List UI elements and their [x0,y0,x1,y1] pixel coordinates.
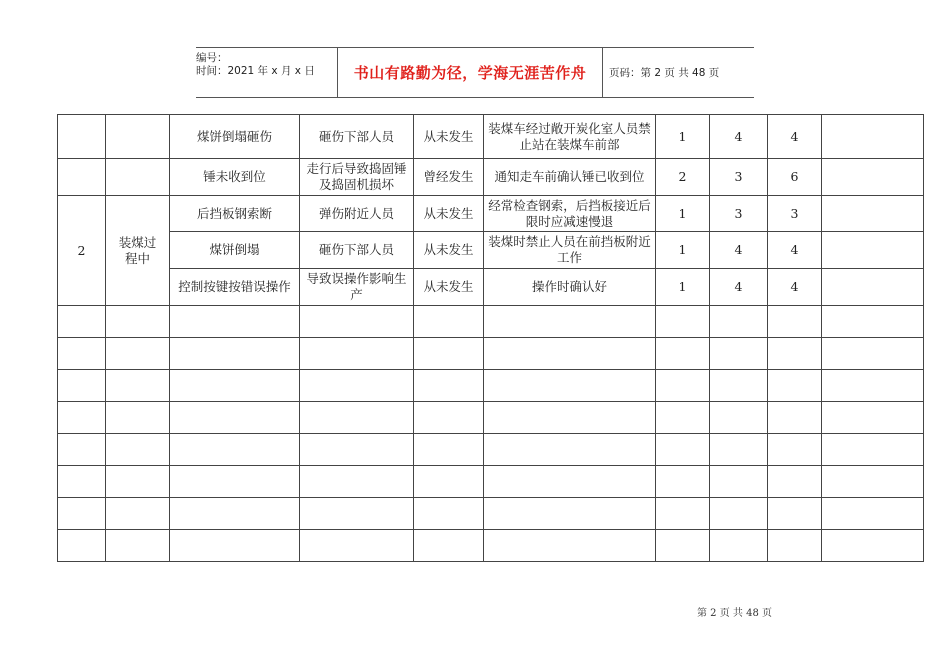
table-row [58,115,924,159]
page-footer: 第 2 页 共 48 页 [697,608,772,619]
empty-row [58,402,924,434]
empty-row [58,434,924,466]
cell-consequence: 砸伤下部人员 [300,115,414,159]
cell-severity: 3 [710,196,768,232]
cell-risk: 4 [768,269,822,306]
header-motto: 书山有路勤为径，学海无涯苦作舟 [338,48,603,97]
cell-risk: 4 [768,115,822,159]
empty-row [58,306,924,338]
cell-hazard: 煤饼倒塌砸伤 [170,115,300,159]
cell-severity: 3 [710,159,768,196]
cell-measure: 装煤时禁止人员在前挡板附近工作 [484,232,656,269]
cell-likelihood: 1 [656,269,710,306]
cell-status: 曾经发生 [414,159,484,196]
cell-risk: 6 [768,159,822,196]
page-header [196,47,754,98]
cell-severity: 4 [710,115,768,159]
cell-measure: 经常检查钢索，后挡板接近后限时应减速慢退 [484,196,656,232]
cell-process [106,115,170,159]
cell-severity: 4 [710,269,768,306]
cell-risk: 3 [768,196,822,232]
cell-consequence: 弹伤附近人员 [300,196,414,232]
cell-measure: 通知走车前确认锤已收到位 [484,159,656,196]
empty-row [58,530,924,562]
cell-number: 2 [58,196,106,306]
cell-likelihood: 2 [656,159,710,196]
cell-remark [822,269,924,306]
cell-status: 从未发生 [414,269,484,306]
cell-status: 从未发生 [414,115,484,159]
table-row [58,159,924,196]
cell-risk: 4 [768,232,822,269]
table-row [58,232,924,269]
cell-likelihood: 1 [656,115,710,159]
cell-hazard: 控制按键按错误操作 [170,269,300,306]
cell-process [106,159,170,196]
cell-severity: 4 [710,232,768,269]
cell-likelihood: 1 [656,196,710,232]
table-row [58,196,924,232]
cell-number [58,115,106,159]
header-meta [196,48,338,97]
empty-row [58,498,924,530]
cell-remark [822,232,924,269]
code-label: 编号： [196,52,228,64]
cell-remark [822,159,924,196]
cell-number [58,159,106,196]
cell-consequence: 走行后导致捣固锤及捣固机损坏 [300,159,414,196]
cell-consequence: 砸伤下部人员 [300,232,414,269]
table-row [58,269,924,306]
empty-row [58,466,924,498]
cell-process: 装煤过程中 [106,196,170,306]
time-label: 时间：2021 年 x 月 x 日 [196,65,315,77]
cell-consequence: 导致误操作影响生产 [300,269,414,306]
cell-likelihood: 1 [656,232,710,269]
cell-status: 从未发生 [414,232,484,269]
cell-remark [822,115,924,159]
empty-row [58,338,924,370]
cell-measure: 装煤车经过敞开炭化室人员禁止站在装煤车前部 [484,115,656,159]
cell-status: 从未发生 [414,196,484,232]
risk-assessment-table [57,114,924,562]
cell-hazard: 煤饼倒塌 [170,232,300,269]
cell-remark [822,196,924,232]
header-page-info: 页码：第 2 页 共 48 页 [609,67,720,79]
cell-hazard: 后挡板钢索断 [170,196,300,232]
cell-hazard: 锤未收到位 [170,159,300,196]
cell-measure: 操作时确认好 [484,269,656,306]
empty-row [58,370,924,402]
